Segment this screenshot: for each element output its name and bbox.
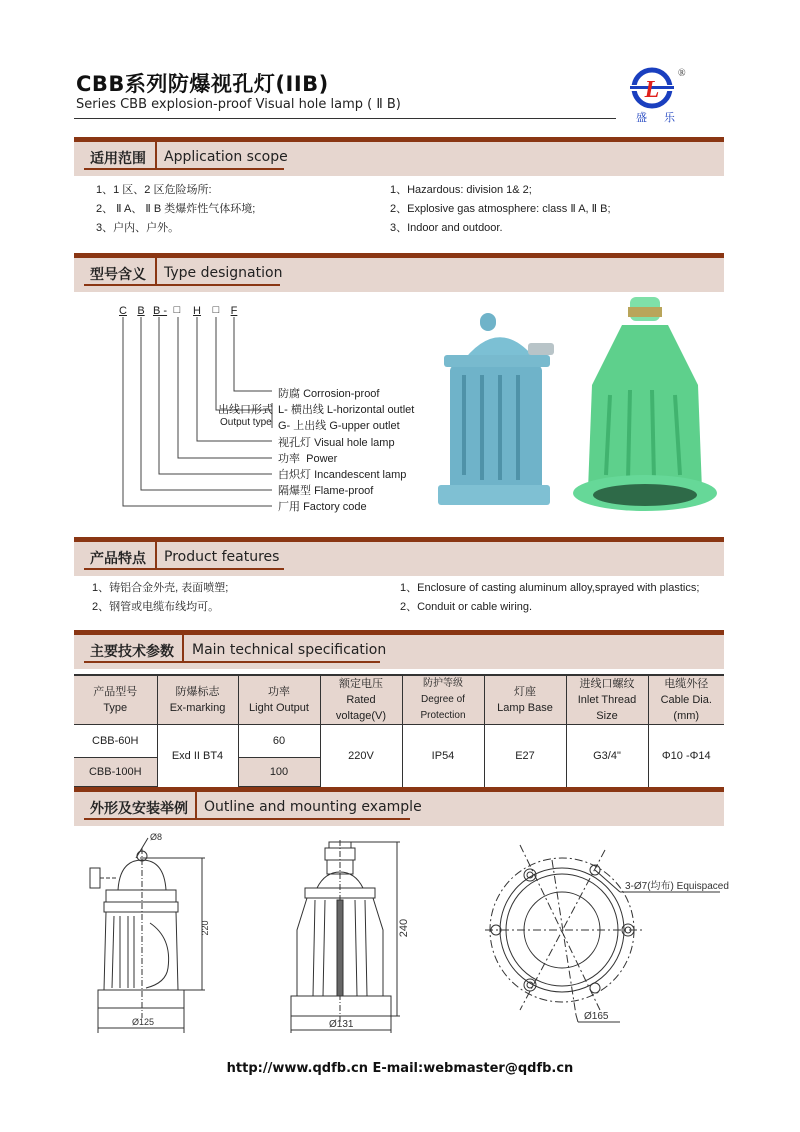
spec-table: [74, 674, 724, 788]
table-header-row: [74, 675, 724, 725]
column-header-cable: 电缆外径 Cable Dia.(mm): [648, 675, 724, 725]
dim-diameter: Ø165: [584, 1011, 609, 1022]
section-header-specs: [74, 630, 724, 669]
section-title-cn: 主要技术参数: [90, 644, 174, 660]
code-letter: F: [230, 305, 238, 317]
list-item: 2、Explosive gas atmosphere: class Ⅱ A, Ⅱ B;: [390, 203, 611, 215]
dim-width: Ø131: [329, 1019, 354, 1030]
footer-contact: http://www.qdfb.cn E-mail:webmaster@qdfb.cn: [226, 1061, 574, 1076]
column-header-thread: 进线口螺纹 Inlet Thread Size: [566, 675, 648, 725]
list-item: 1、1 区、2 区危险场所:: [96, 184, 212, 196]
column-header-voltage: 额定电压 Rated voltage(V): [320, 675, 402, 725]
company-logo: [628, 64, 692, 124]
section-underline: [84, 818, 410, 820]
list-item: 1、Hazardous: division 1& 2;: [390, 184, 532, 196]
section-title-en: Outline and mounting example: [204, 799, 422, 815]
cell-type: CBB-60H: [74, 725, 157, 758]
section-separator: [155, 142, 157, 168]
code-letter: C: [119, 305, 127, 317]
svg-text:L: L: [644, 77, 660, 103]
section-underline: [84, 168, 284, 170]
section-separator: [155, 542, 157, 568]
application-list-cn: [96, 181, 255, 238]
desc-factory-code: 厂用 Factory code: [278, 501, 367, 513]
section-separator: [182, 635, 184, 661]
application-list-en: [390, 181, 611, 238]
cell-lamp-base: E27: [484, 725, 566, 788]
desc-visual-hole-lamp: 视孔灯 Visual hole lamp: [278, 437, 395, 449]
code-letter: B: [137, 305, 145, 317]
list-item: 2、钢管或电缆布线均可。: [92, 601, 220, 613]
outline-drawing-front: [285, 828, 430, 1038]
column-header-light-output: 功率 Light Output: [238, 675, 320, 725]
section-separator: [155, 258, 157, 284]
cell-voltage: 220V: [320, 725, 402, 788]
logo-char-1: 盛: [636, 111, 647, 124]
section-title-en: Main technical specification: [192, 642, 387, 658]
dim-hole: Ø8: [150, 832, 163, 842]
dim-width: Ø125: [132, 1017, 155, 1027]
section-underline: [84, 661, 380, 663]
cell-protection: IP54: [402, 725, 484, 788]
list-item: 2、Conduit or cable wiring.: [400, 601, 533, 613]
column-header-type: 产品型号 Type: [74, 675, 157, 725]
list-item: 2、 Ⅱ A、 Ⅱ B 类爆炸性气体环境;: [96, 203, 256, 215]
section-title-en: Type designation: [164, 265, 283, 281]
code-letter: □: [173, 304, 181, 316]
cell-output: 60: [238, 725, 320, 758]
features-list-en: [400, 579, 699, 617]
code-letter: □: [212, 304, 220, 316]
list-item: 3、户内、户外。: [96, 222, 180, 234]
lamp-photo-blue: [438, 313, 554, 505]
dim-height: 240: [398, 918, 410, 938]
section-title-cn: 型号含义: [90, 267, 146, 283]
desc-horizontal-outlet: L- 横出线 L-horizontal outlet: [278, 404, 415, 416]
desc-power: 功率 Power: [278, 453, 338, 465]
section-title-cn: 产品特点: [90, 551, 146, 567]
table-row: [74, 725, 724, 758]
dim-height: 220: [200, 920, 210, 936]
desc-upper-outlet: G- 上出线 G-upper outlet: [278, 420, 400, 432]
column-header-ex-marking: 防爆标志 Ex-marking: [157, 675, 238, 725]
list-item: 3、Indoor and outdoor.: [390, 222, 503, 234]
page-title: CBB系列防爆视孔灯(IIB): [76, 72, 329, 96]
code-letter: B -: [153, 305, 168, 317]
cell-cable: Φ10 -Φ14: [648, 725, 724, 788]
lamp-photo-green: [573, 297, 717, 511]
section-header-outline: [74, 787, 724, 826]
section-separator: [195, 792, 197, 818]
list-item: 1、铸铝合金外壳, 表面喷塑;: [92, 582, 229, 594]
cell-ex-marking: Exd II BT4: [157, 725, 238, 788]
registered-mark: ®: [678, 68, 686, 79]
column-header-protection: 防护等级 Degree of Protection: [402, 675, 484, 725]
product-photos: [430, 295, 730, 520]
section-underline: [84, 284, 280, 286]
output-type-cn: 出线口形式: [218, 404, 273, 416]
column-header-lamp-base: 灯座 Lamp Base: [484, 675, 566, 725]
page-subtitle: Series CBB explosion-proof Visual hole lamp ( Ⅱ B): [76, 97, 401, 112]
section-title-cn: 适用范围: [90, 151, 146, 167]
cell-type: CBB-100H: [74, 758, 157, 788]
output-type-en: Output type: [220, 417, 272, 428]
section-header-application: [74, 137, 724, 176]
title-rule: [74, 118, 616, 119]
desc-corrosion: 防腐 Corrosion-proof: [278, 388, 380, 400]
cell-thread: G3/4": [566, 725, 648, 788]
outline-drawing-bottom: [480, 840, 730, 1030]
code-letter: H: [193, 305, 201, 317]
desc-incandescent: 白炽灯 Incandescent lamp: [278, 469, 407, 481]
section-title-en: Product features: [164, 549, 280, 565]
cell-output: 100: [238, 758, 320, 788]
desc-flame-proof: 隔爆型 Flame-proof: [278, 485, 374, 497]
section-header-features: [74, 537, 724, 576]
list-item: 1、Enclosure of casting aluminum alloy,sprayed with plastics;: [400, 582, 700, 594]
features-list-cn: [92, 579, 228, 617]
dim-holes: 3-Ø7(均布) Equispaced: [625, 881, 729, 892]
section-title-cn: 外形及安装举例: [90, 801, 188, 817]
section-title-en: Application scope: [164, 149, 288, 165]
section-header-type: [74, 253, 724, 292]
section-underline: [84, 568, 284, 570]
outline-drawing-side: [80, 828, 240, 1038]
logo-char-2: 乐: [664, 111, 675, 124]
